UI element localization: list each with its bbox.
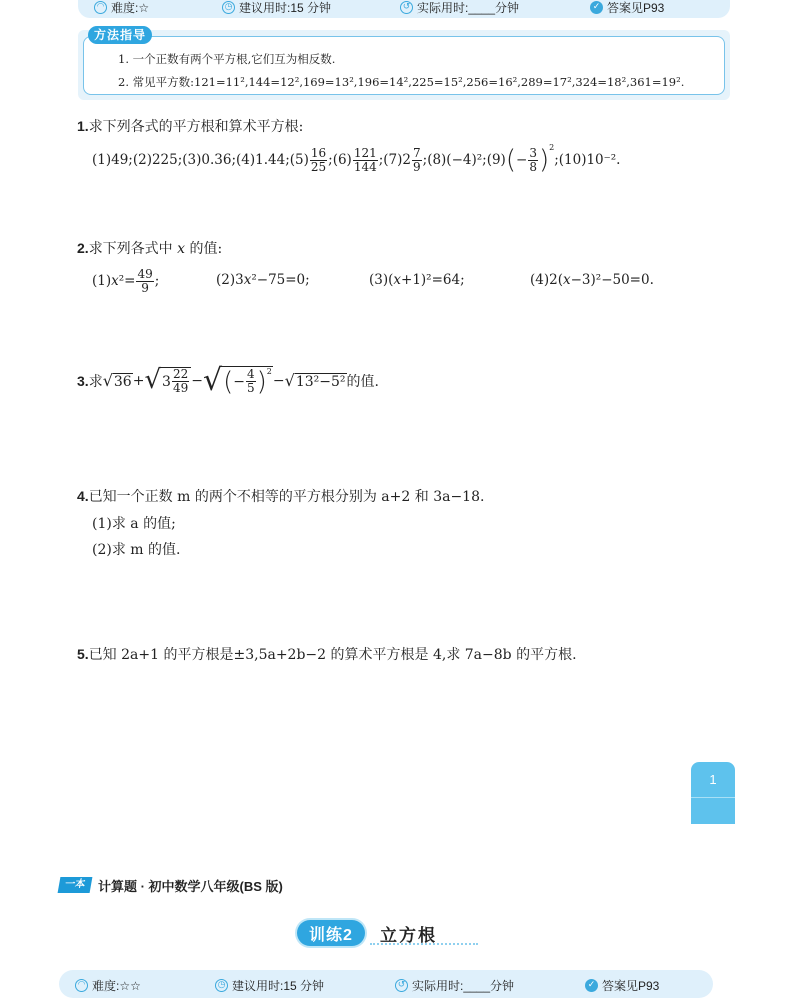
training-title-underline	[370, 943, 478, 945]
q1-paren-open: (	[505, 145, 516, 175]
q1-exponent: 2	[549, 143, 555, 152]
question-2-item-1: (1) x ²= $\frac{49}{9}$ ;	[92, 266, 160, 295]
question-4-title	[77, 486, 484, 506]
question-4-sub-2: (2)求 m 的值.	[92, 542, 181, 558]
timer-icon: ↺	[400, 1, 413, 14]
question-3-number: 3.	[77, 373, 89, 389]
question-4-number: 4.	[77, 488, 89, 504]
q3-sqrt-3: √ ( − $\frac{4}{5}$ ) $^2$	[202, 363, 272, 398]
difficulty-text: 难度:☆	[111, 1, 150, 15]
question-2-item-2: (2)3 x ²−75=0;	[216, 272, 310, 288]
q1-fraction-5: $\frac{16}{25}$	[310, 145, 327, 174]
suggested-time-text-2: 建议用时:15 分钟	[232, 979, 325, 993]
question-5-number: 5.	[77, 646, 89, 662]
q2-fraction: $\frac{49}{9}$	[137, 266, 153, 295]
q1-minus: −	[516, 152, 528, 168]
answer-ref-item	[590, 0, 664, 16]
training-title: 立方根	[380, 926, 437, 945]
bottom-info-bar	[59, 970, 713, 998]
q1-item-7-label: ;(7)2	[378, 152, 411, 168]
brand-logo: 一本	[58, 877, 93, 893]
page-tab-divider	[691, 797, 735, 798]
book-title: 计算题 · 初中数学八年级(BS 版)	[98, 879, 283, 894]
method-line-1: 1. 一个正数有两个平方根,它们互为相反数.	[118, 52, 336, 66]
method-tag: 方法指导	[88, 26, 152, 44]
q1-paren-close: )	[538, 145, 550, 175]
wifi-icon: ◠	[94, 1, 107, 14]
suggested-time-item	[222, 0, 331, 16]
question-2-number: 2.	[77, 240, 89, 256]
question-5-text: 已知 2a+1 的平方根是±3,5a+2b−2 的算术平方根是 4,求 7a−8b 的平方根.	[88, 647, 577, 663]
difficulty-item-2	[75, 977, 141, 994]
question-1-text: 求下列各式的平方根和算术平方根:	[88, 119, 304, 135]
question-5-title	[77, 644, 577, 664]
q3-pre: 求	[88, 374, 103, 390]
actual-time-text: 实际用时:____分钟	[417, 1, 520, 15]
clock-icon: ◷	[222, 1, 235, 14]
question-3	[77, 362, 379, 400]
answer-ref-item-2	[585, 977, 659, 994]
q1-item-6-label: ;(6)	[328, 152, 352, 168]
top-info-bar	[78, 0, 730, 18]
q2-title-pre: 求下列各式中	[88, 241, 178, 257]
question-2-item-4: (4)2( x −3)²−50=0.	[530, 272, 654, 288]
page-number-tab	[691, 762, 735, 824]
wifi-icon: ◠	[75, 979, 88, 992]
answer-ref-text-2: 答案见P93	[602, 979, 660, 993]
q3-minus: −	[191, 373, 203, 389]
question-1-title	[77, 116, 303, 136]
q2-title-post: 的值:	[185, 241, 223, 257]
question-4-sub-1: (1)求 a 的值;	[92, 516, 176, 532]
q1-fraction-7: $\frac{7}{9}$	[413, 145, 421, 174]
q3-plus: +	[132, 373, 145, 389]
q1-fraction-9: $\frac{3}{8}$	[529, 145, 537, 174]
training-label: 训练2	[297, 920, 365, 946]
question-2-title	[77, 238, 222, 258]
question-2-item-3: (3)( x +1)²=64;	[369, 272, 465, 288]
check-icon: ✓	[585, 979, 598, 992]
method-line-2: 2. 常见平方数:121=11²,144=12²,169=13²,196=14²,225=15²,256=16²,289=17²,324=18²,361=19².	[118, 75, 685, 89]
suggested-time-item-2	[215, 977, 324, 994]
actual-time-item-2	[395, 977, 514, 994]
q1-item-10: ;(10)10⁻².	[554, 152, 621, 168]
clock-icon: ◷	[215, 979, 228, 992]
q1-items-8-9: ;(8)(−4)²;(9)	[422, 152, 506, 168]
question-1-items	[92, 143, 620, 177]
q3-sqrt-1: √ 36	[102, 370, 132, 390]
q3-sqrt-2: √ 3 $\frac{22}{49}$	[144, 367, 191, 395]
answer-ref-text: 答案见P93	[607, 1, 665, 15]
question-4-text: 已知一个正数 m 的两个不相等的平方根分别为 a+2 和 3a−18.	[88, 489, 485, 505]
q2-variable: x	[177, 241, 186, 257]
actual-time-text-2: 实际用时:____分钟	[412, 979, 515, 993]
q1-fraction-6: $\frac{121}{144}$	[353, 145, 377, 174]
timer-icon: ↺	[395, 979, 408, 992]
q1-items-1-5: (1)49;(2)225;(3)0.36;(4)1.44;(5)	[92, 152, 309, 168]
difficulty-text-2: 难度:☆☆	[92, 979, 141, 993]
check-icon: ✓	[590, 1, 603, 14]
actual-time-item	[400, 0, 519, 16]
q3-minus-2: −	[272, 373, 285, 389]
question-1-number: 1.	[77, 118, 89, 134]
q3-sqrt-4: √ 13²−5²	[284, 370, 346, 390]
q3-post: 的值.	[346, 374, 379, 390]
difficulty-item	[94, 0, 149, 16]
page-number: 1	[709, 772, 717, 787]
suggested-time-text: 建议用时:15 分钟	[239, 1, 332, 15]
